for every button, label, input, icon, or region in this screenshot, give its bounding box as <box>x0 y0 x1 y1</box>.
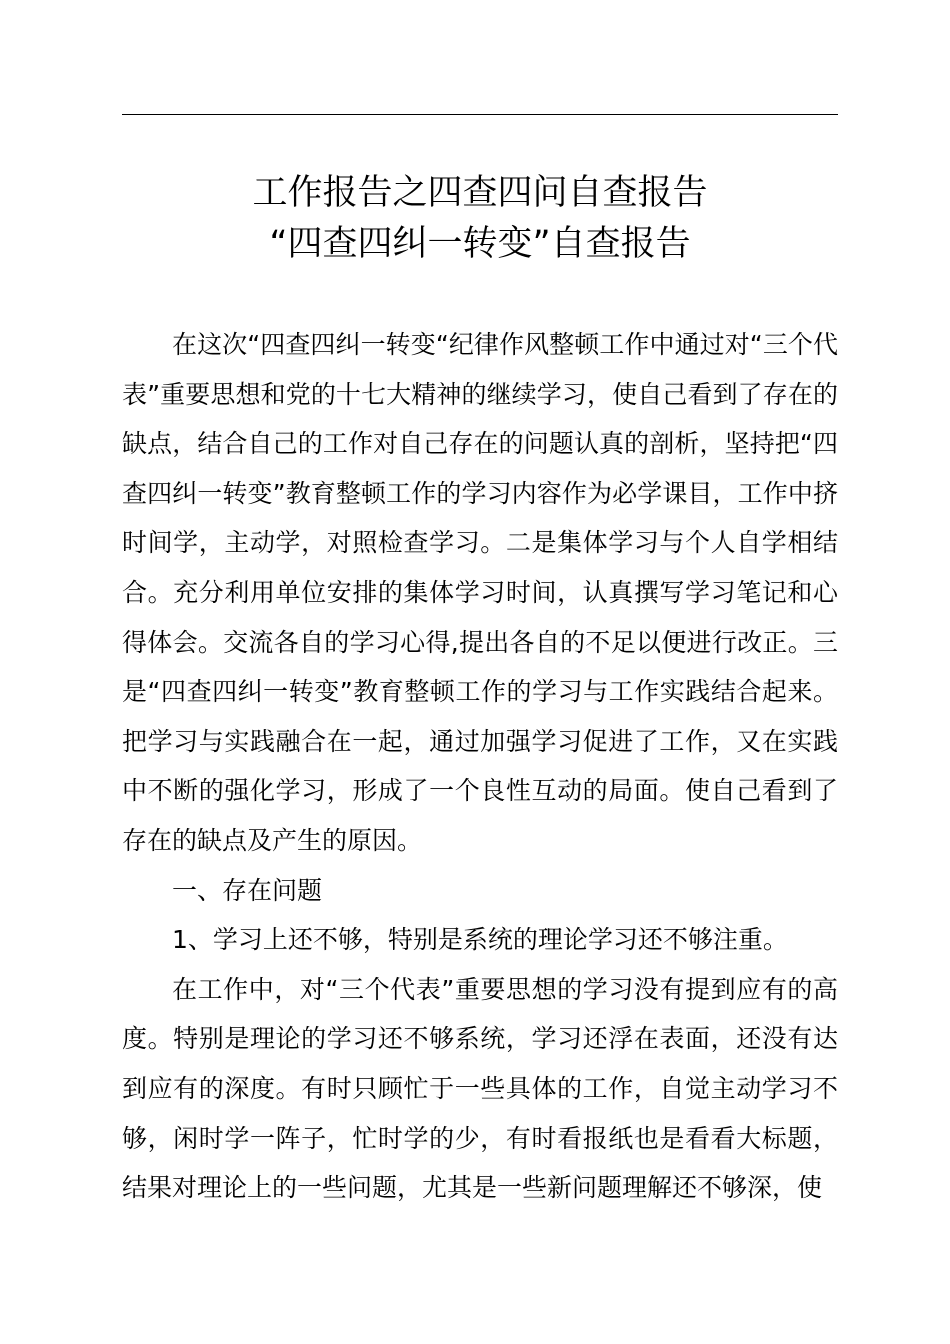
subsection-heading-study: 1、学习上还不够，特别是系统的理论学习还不够注重。 <box>172 925 788 955</box>
paragraph-intro: 在这次“四查四纠一转变“纪律作风整顿工作中通过对“三个代表”重要思想和党的十七大精神的继续学习，使自己看到了存在的缺点，结合自己的工作对自己存在的问题认真的剖析，坚持把“四查四纠一转变”教育整顿工作的学习内容作为必学课目，工作中挤时间学，主动学，对照检查学习。二是集体学习与个人自学相结合。充分利用单位安排的集体学习时间，认真撰写学习笔记和心得体会。交流各自的学习心得,提出各自的不足以便进行改正。三是“四查四纠一转变”教育整顿工作的学习与工作实践结合起来。把学习与实践融合在一起，通过加强学习促进了工作，又在实践中不断的强化学习，形成了一个良性互动的局面。使自己看到了存在的缺点及产生的原因。 <box>122 330 838 855</box>
section-heading-problems: 一、存在问题 <box>172 875 323 905</box>
document-body <box>122 320 838 1213</box>
header-rule <box>122 114 838 115</box>
document-title: 工作报告之四查四问自查报告 <box>252 173 708 213</box>
paragraph-study-details: 在工作中，对“三个代表”重要思想的学习没有提到应有的高度。特别是理论的学习还不够系统，学习还浮在表面，还没有达到应有的深度。有时只顾忙于一些具体的工作，自觉主动学习不够，闲时学一阵子，忙时学的少，有时看报纸也是看看大标题，结果对理论上的一些问题，尤其是一些新问题理解还不够深，使 <box>122 974 838 1203</box>
document-subtitle: “四查四纠一转变”自查报告 <box>269 224 691 264</box>
